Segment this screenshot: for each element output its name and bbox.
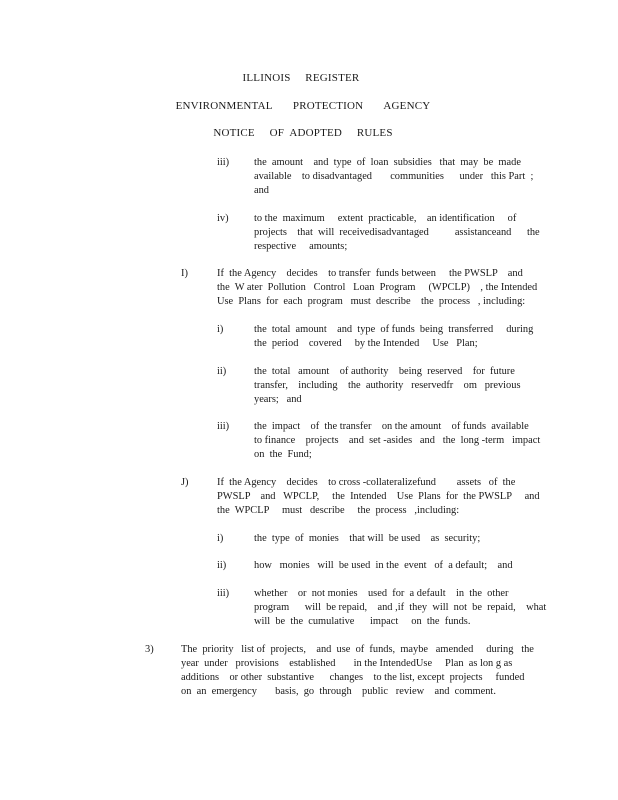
item-text <box>254 532 494 546</box>
text-line: the type of monies that will be used as security; <box>254 533 481 544</box>
item-label: i) <box>217 324 224 335</box>
header-register-text: ILLINOIS REGISTER <box>242 72 360 84</box>
item-text <box>254 365 519 407</box>
item-label: J) <box>181 477 189 488</box>
item-text <box>254 323 539 351</box>
text-line: years; and <box>254 394 302 405</box>
item-label: iv) <box>217 213 229 224</box>
item-text <box>254 212 540 254</box>
item-label: 3) <box>145 644 154 655</box>
text-line: on the Fund; <box>254 449 312 460</box>
item-label: ii) <box>217 560 227 571</box>
item-text <box>217 476 540 518</box>
text-line: PWSLP and WPCLP, the Intended Use Plans for the PWSLP and <box>217 491 540 502</box>
text-line: additions or other substantive changes to the list, except projects funded <box>181 672 525 683</box>
text-line: to the maximum extent practicable, an identification of <box>254 213 517 224</box>
text-line: the period covered by the Intended Use Plan; <box>254 338 478 349</box>
text-line: to finance projects and set -asides and the long -term impact <box>254 435 541 446</box>
text-line: transfer, including the authority reservedfr om previous <box>254 380 521 391</box>
text-line: the total amount of authority being reserved for future <box>254 366 515 377</box>
header-notice-text: NOTICE OF ADOPTED RULES <box>213 127 393 139</box>
text-line: the impact of the transfer on the amount of funds available <box>254 421 529 432</box>
text-line: the total amount and type of funds being transferred during <box>254 324 534 335</box>
text-line: the W ater Pollution Control Loan Program (WPCLP) , the Intended <box>217 282 538 293</box>
item-label: iii) <box>217 421 230 432</box>
item-label: i) <box>217 533 224 544</box>
text-line: If the Agency decides to cross -collateralizefund assets of the <box>217 477 516 488</box>
text-line: whether or not monies used for a default in the other <box>254 588 509 599</box>
text-line: and <box>254 185 270 196</box>
text-line: on an emergency basis, go through public review and comment. <box>181 686 496 697</box>
text-line: available to disadvantaged communities under this Part ; <box>254 171 534 182</box>
text-line: The priority list of projects, and use of funds, maybe amended during the <box>181 644 534 655</box>
item-text <box>217 267 537 309</box>
item-text <box>254 156 534 198</box>
text-line: projects that will receivedisadvantaged assistanceand the <box>254 227 540 238</box>
item-text <box>254 587 547 629</box>
item-text <box>254 420 539 462</box>
text-line: how monies will be used in the event of a default; and <box>254 560 513 571</box>
header-agency-text: ENVIRONMENTAL PROTECTION AGENCY <box>175 100 431 112</box>
item-label: I) <box>181 268 188 279</box>
item-label: iii) <box>217 588 230 599</box>
text-line: Use Plans for each program must describe the process , including: <box>217 296 526 307</box>
text-line: If the Agency decides to transfer funds between the PWSLP and <box>217 268 523 279</box>
text-line: the WPCLP must describe the process ,including: <box>217 505 460 516</box>
text-line: year under provisions established in the IntendedUse Plan as lon g as <box>181 658 513 669</box>
header-agency <box>0 100 612 112</box>
item-label: ii) <box>217 366 227 377</box>
text-line: the amount and type of loan subsidies that may be made <box>254 157 521 168</box>
text-line: will be the cumulative impact on the funds. <box>254 616 471 627</box>
header-notice <box>0 127 612 139</box>
item-label: iii) <box>217 157 230 168</box>
text-line: program will be repaid, and ,if they will not be repaid, what <box>254 602 547 613</box>
item-text <box>181 643 536 699</box>
header-register <box>0 72 610 84</box>
item-text <box>254 559 524 573</box>
text-line: respective amounts; <box>254 241 348 252</box>
